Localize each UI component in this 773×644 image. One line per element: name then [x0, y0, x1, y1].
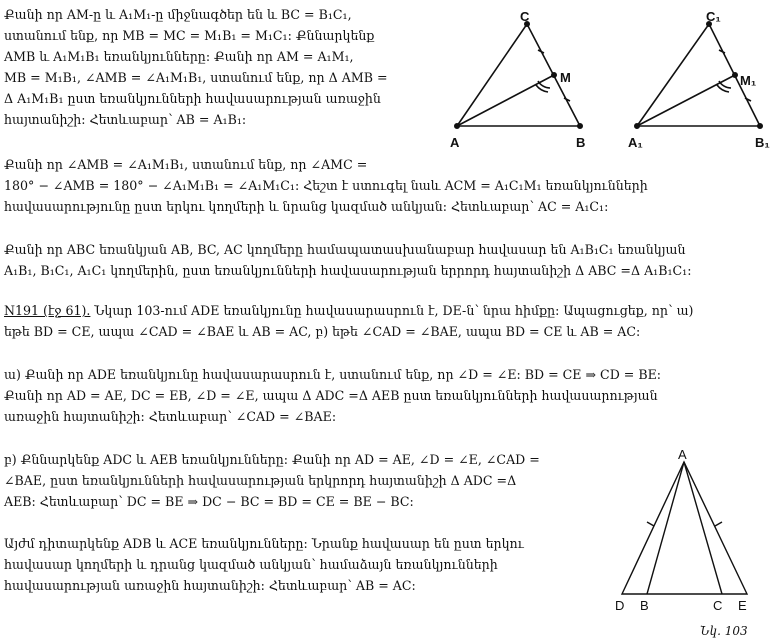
figure-caption: Նկ. 103: [700, 624, 748, 638]
text-line: AEB: Հետևաբար՝ DC = BE ⇒ DC − BC = BD = CE = BE − BC:: [4, 494, 414, 509]
text-line: Այժմ դիտարկենք ADB և ACE եռանկյունները: Նրանք հավասար են ըստ երկու: [4, 536, 524, 551]
text-line: ∠BAE, ըստ եռանկյունների հավասարության երկրորդ հայտանիշի Δ ADC =Δ: [4, 473, 517, 488]
label-a: A: [450, 135, 460, 150]
text-line: հայտանիշի: Հետևաբար՝ AB = A₁B₁:: [4, 112, 247, 127]
text-line: Քանի որ ∠AMB = ∠A₁M₁B₁, ստանում ենք, որ ∠AMC =: [4, 157, 368, 172]
text-line: Քանի որ AM-ը և A₁M₁-ը միջնագծեր են և BC = B₁C₁,: [4, 7, 352, 22]
text-line: AMB և A₁M₁B₁ եռանկյունները: Քանի որ AM = A₁M₁,: [4, 49, 354, 64]
text-line: հավասարության առաջին հայտանիշի: Հետևաբար՝ AB = AC:: [4, 578, 416, 593]
solution-part-a: [4, 364, 769, 427]
text-line: հավասարությունը ըստ երկու կողմերի և նրանց կազմած անկյան: Հետևաբար՝ AC = A₁C₁:: [4, 199, 609, 214]
label-m1: M₁: [740, 73, 757, 88]
text-line: ստանում ենք, որ MB = MC = M₁B₁ = M₁C₁: Քննարկենք: [4, 28, 375, 43]
label-c1: C₁: [706, 9, 721, 24]
label-m: M: [560, 70, 571, 85]
paragraph-2: [4, 154, 769, 217]
label-c: C: [713, 598, 723, 613]
text-line: եթե BD = CE, ապա ∠CAD = ∠BAE և AB = AC, բ) եթե ∠CAD = ∠BAE, ապա BD = CE և AB = AC:: [4, 324, 641, 339]
solution-part-b-continued: [4, 533, 582, 596]
label-a1: A₁: [628, 135, 643, 150]
label-c: C: [520, 9, 530, 24]
label-d: D: [615, 598, 625, 613]
text-line: ա) Քանի որ ADE եռանկյունը հավասարասրուն է, ստանում ենք, որ ∠D = ∠E: BD = CE ⇒ CD = BE:: [4, 367, 662, 382]
triangle-a1b1c1-figure: [618, 8, 773, 153]
text-line: MB = M₁B₁, ∠AMB = ∠A₁M₁B₁, ստանում ենք, որ Δ AMB =: [4, 70, 388, 85]
label-b1: B₁: [755, 135, 770, 150]
text-line: Δ A₁M₁B₁ ըստ եռանկյունների հավասարության առաջին: [4, 91, 381, 106]
text-line: Քանի որ ABC եռանկյան AB, BC, AC կողմերը համապատասխանաբար հավասար են A₁B₁C₁ եռանկյան: [4, 242, 686, 257]
text-line: Նկար 103-ում ADE եռանկյունը հավասարասրուն է, DE-ն՝ նրա հիմքը: Ապացուցեք, որ՝ ա): [90, 303, 694, 318]
text-line: 180° − ∠AMB = 180° − ∠A₁M₁B₁ = ∠A₁M₁C₁: Հեշտ է ստուգել նաև ACM = A₁C₁M₁ եռանկյունների: [4, 178, 648, 193]
label-e: E: [738, 598, 747, 613]
label-a: A: [678, 447, 687, 462]
text-line: հավասար կողմերի և դրանց կազմած անկյան՝ համաձայն եռանկյունների: [4, 557, 498, 572]
label-b: B: [640, 598, 649, 613]
label-b: B: [576, 135, 586, 150]
text-line: բ) Քննարկենք ADC և AEB եռանկյունները: Քանի որ AD = AE, ∠D = ∠E, ∠CAD =: [4, 452, 540, 467]
text-line: առաջին հայտանիշի: Հետևաբար՝ ∠CAD = ∠BAE:: [4, 409, 337, 424]
solution-part-b: [4, 449, 582, 512]
problem-reference-link[interactable]: N191 (էջ 61).: [4, 303, 91, 318]
triangle-abc-figure: [440, 8, 600, 153]
paragraph-1: [4, 4, 442, 130]
text-line: Քանի որ AD = AE, DC = EB, ∠D = ∠E, ապա Δ ADC =Δ AEB ըստ եռանկյունների հավասարության: [4, 388, 658, 403]
paragraph-3: [4, 239, 769, 281]
text-line: A₁B₁, B₁C₁, A₁C₁ կողմերին, ըստ եռանկյունների հավասարության երրորդ հայտանիշի Δ ABC =Δ A₁B₁C₁:: [4, 263, 692, 278]
triangle-ade-figure: [605, 444, 770, 614]
problem-statement: [4, 300, 769, 342]
